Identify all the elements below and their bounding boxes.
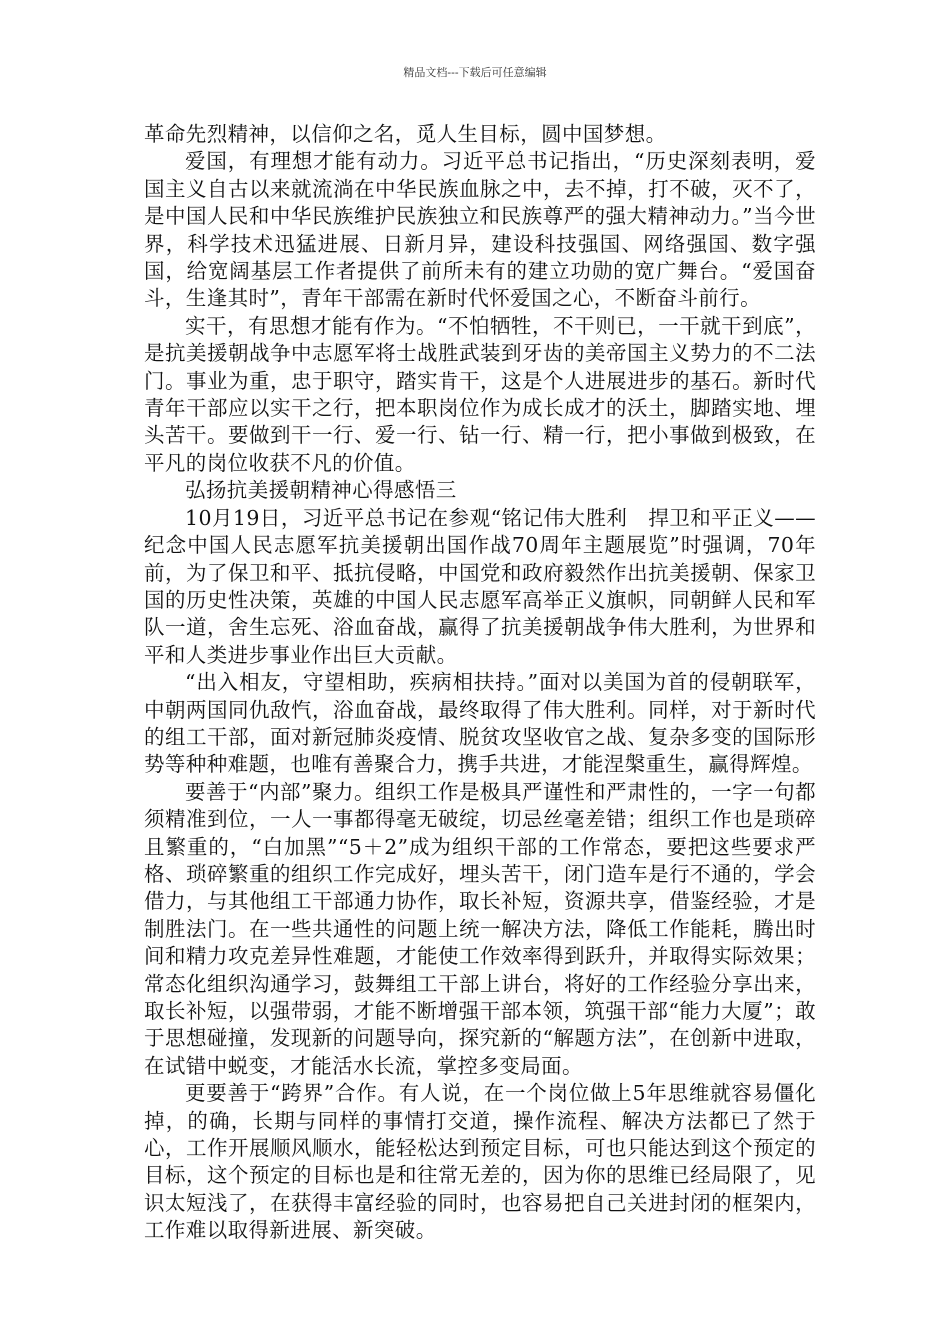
paragraph-exhibition-visit: 10月19日，习近平总书记在参观“铭记伟大胜利 捍卫和平正义——纪念中国人民志愿军抗美援朝出国作战70周年主题展览”时强调，70年前，为了保卫和平、抵抗侵略，中国党和政府毅然作出抗美援朝、保家卫国的历史性决策，英雄的中国人民志愿军高举正义旗帜，同朝鲜人民和军队一道，舍生忘死、浴血奋战，赢得了抗美援朝战争伟大胜利，为世界和平和人类进步事业作出巨大贡献。 [144,505,816,667]
paragraph-hard-work: 实干，有思想才能有作为。“不怕牺牲，不干则已，一干就干到底”，是抗美援朝战争中志愿军将士战胜武装到牙齿的美帝国主义势力的不二法门。事业为重，忠于职守，踏实肯干，这是个人进展进步的基石。新时代青年干部应以实干之行，把本职岗位作为成长成才的沃土，脚踏实地、埋头苦干。要做到干一行、爱一行、钻一行、精一行，把小事做到极致，在平凡的岗位收获不凡的价值。 [144,313,816,475]
paragraph-unity: “出入相友，守望相助，疾病相扶持。”面对以美国为首的侵朝联军，中朝两国同仇敌忾，浴血奋战，最终取得了伟大胜利。同样，对于新时代的组工干部，面对新冠肺炎疫情、脱贫攻坚收官之战、复杂多变的国际形势等种种难题，也唯有善聚合力，携手共进，才能涅槃重生，赢得辉煌。 [144,670,816,777]
paragraph-internal-cohesion: 要善于“内部”聚力。组织工作是极具严谨性和严肃性的，一字一句都须精准到位，一人一事都得毫无破绽，切忌丝毫差错；组织工作也是琐碎且繁重的，“白加黑”“5＋2”成为组织干部的工作常态，要把这些要求严格、琐碎繁重的组织工作完成好，埋头苦干，闭门造车是行不通的，学会借力，与其他组工干部通力协作，取长补短，资源共享，借鉴经验，才是制胜法门。在一些共通性的问题上统一解决方法，降低工作能耗，腾出时间和精力攻克差异性难题，才能使工作效率得到跃升，并取得实际效果；常态化组织沟通学习，鼓舞组工干部上讲台，将好的工作经验分享出来，取长补短，以强带弱，才能不断增强干部本领，筑强干部“能力大厦”；敢于思想碰撞，发现新的问题导向，探究新的“解题方法”，在创新中进取，在试错中蜕变，才能活水长流，掌控多变局面。 [144,779,816,1078]
section-heading: 弘扬抗美援朝精神心得感悟三 [185,478,457,503]
paragraph-continuation: 革命先烈精神，以信仰之名，觅人生目标，圆中国梦想。 [144,122,667,146]
paragraph-cross-border-cooperation: 更要善于“跨界”合作。有人说，在一个岗位做上5年思维就容易僵化掉，的确，长期与同样的事情打交道，操作流程、解决方法都已了然于心，工作开展顺风顺水，能轻松达到预定目标，可也只能达到这个预定的目标，这个预定的目标也是和往常无差的，因为你的思维已经局限了，见识太短浅了，在获得丰富经验的同时，也容易把自己关进封闭的框架内，工作难以取得新进展、新突破。 [144,1081,816,1243]
page-header: 精品文档---下载后可任意编辑 [403,66,547,79]
document-body [144,121,816,1245]
paragraph-patriotism: 爱国，有理想才能有动力。习近平总书记指出，“历史深刻表明，爱国主义自古以来就流淌在中华民族血脉之中，去不掉，打不破，灭不了，是中国人民和中华民族维护民族独立和民族尊严的强大精神动力。”当今世界，科学技术迅猛进展、日新月异，建设科技强国、网络强国、数字强国，给宽阔基层工作者提供了前所未有的建立功勋的宽广舞台。“爱国奋斗，生逢其时”，青年干部需在新时代怀爱国之心，不断奋斗前行。 [144,149,816,311]
